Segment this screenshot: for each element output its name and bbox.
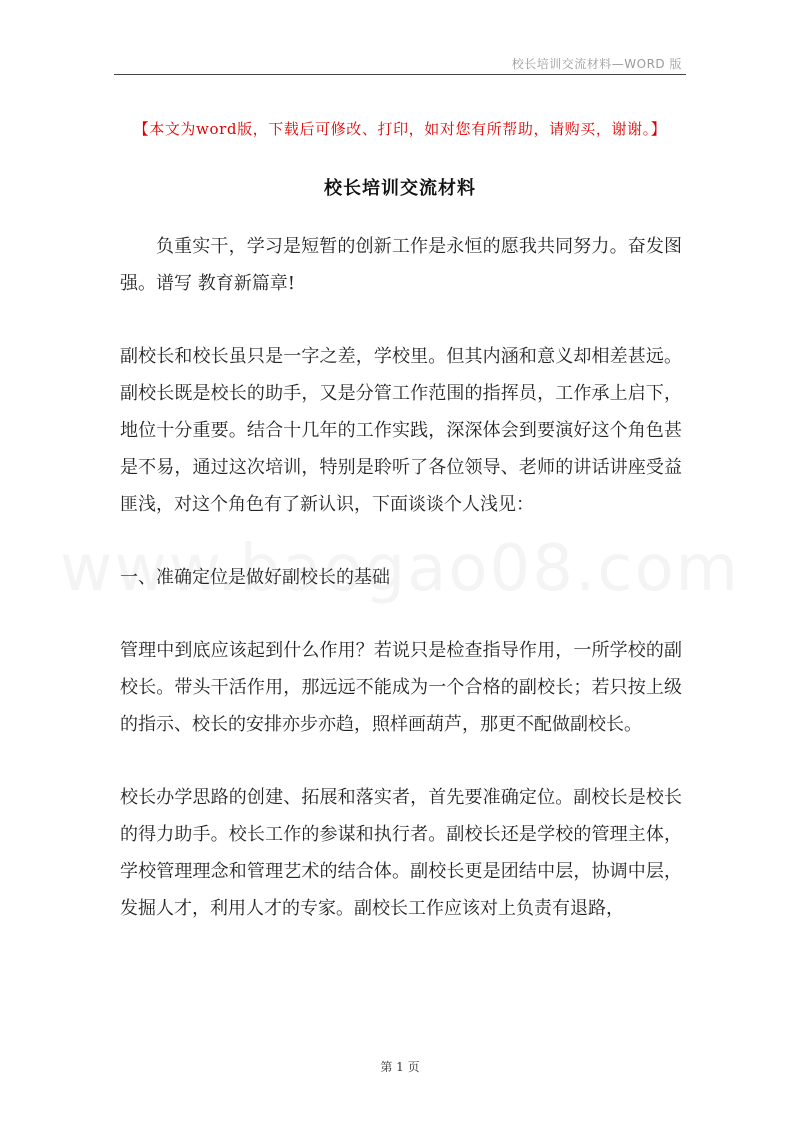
document-title: 校长培训交流材料: [324, 178, 476, 199]
running-header: 校长培训交流材料—WORD 版: [511, 57, 682, 71]
paragraph-intro: 负重实干，学习是短暂的创新工作是永恒的愿我共同努力。奋发图强。谱写 教育新篇章!: [120, 236, 682, 294]
paragraph-role: 副校长和校长虽只是一字之差，学校里。但其内涵和意义却相差甚远。副校长既是校长的助手，又是分管工作范围的指挥员，工作承上启下，地位十分重要。结合十几年的工作实践，深深体会到要演好这个角色甚是不易，通过这次培训，特别是聆听了各位领导、老师的讲话讲座受益匪浅，对这个角色有了新认识，下面谈谈个人浅见：: [120, 346, 682, 515]
paragraph-management: 管理中到底应该起到什么作用？若说只是检查指导作用，一所学校的副校长。带头干活作用，那远远不能成为一个合格的副校长；若只按上级的指示、校长的安排亦步亦趋，照样画葫芦，那更不配做副校长。: [120, 640, 682, 735]
paragraph-positioning: 校长办学思路的创建、拓展和落实者，首先要准确定位。副校长是校长的得力助手。校长工作的参谋和执行者。副校长还是学校的管理主体，学校管理理念和管理艺术的结合体。副校长更是团结中层，协调中层，发掘人才，利用人才的专家。副校长工作应该对上负责有退路，: [120, 787, 682, 919]
header-divider: [114, 74, 686, 75]
page-number: 第 1 页: [380, 1060, 420, 1074]
purchase-notice: 【本文为word版，下载后可修改、打印，如对您有所帮助，请购买，谢谢。】: [133, 120, 667, 138]
section-heading-1: 一、准确定位是做好副校长的基础: [120, 567, 390, 588]
document-body: [120, 228, 682, 963]
